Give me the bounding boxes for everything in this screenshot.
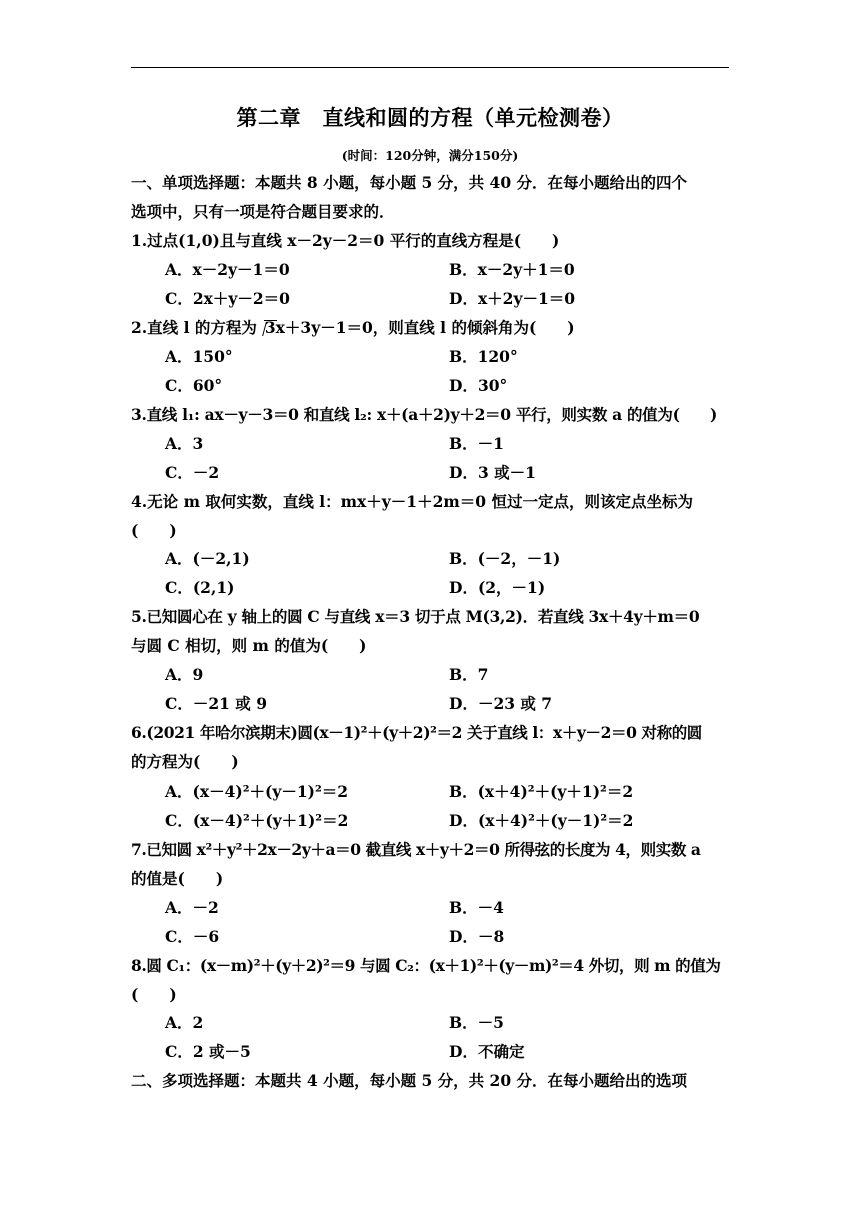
q6-stem-line2: 的方程为( ) [131, 752, 239, 771]
q1-option-c: C．2x＋y－2＝0 [165, 289, 290, 308]
page-title: 第二章 直线和圆的方程（单元检测卷） [236, 105, 624, 130]
q2-option-d: D．30° [449, 376, 508, 395]
q2-stem-pre: 2.直线 l 的方程为 [131, 318, 257, 337]
header-rule [131, 67, 729, 68]
q6-option-c: C．(x－4)²＋(y＋1)²＝2 [165, 811, 349, 830]
q4-option-c: C．(2,1) [165, 578, 235, 597]
q2-stem [131, 318, 731, 338]
q6-option-a: A．(x－4)²＋(y－1)²＝2 [165, 782, 349, 801]
section1-intro-line1: 一、单项选择题：本题共 8 小题，每小题 5 分，共 40 分．在每小题给出的四个 [131, 173, 688, 192]
q5-option-b: B．7 [449, 665, 489, 684]
q8-stem-line2: ( ) [131, 985, 177, 1004]
q1-stem: 1.过点(1,0)且与直线 x－2y－2＝0 平行的直线方程是( ) [131, 231, 560, 250]
q3-option-c: C．－2 [165, 463, 220, 482]
q7-stem-line2: 的值是( ) [131, 869, 224, 888]
q1-option-d: D．x＋2y－1＝0 [449, 289, 576, 308]
q5-stem-line2: 与圆 C 相切，则 m 的值为( ) [131, 636, 367, 655]
q8-stem-line1: 8.圆 C₁：(x－m)²＋(y＋2)²＝9 与圆 C₂：(x＋1)²＋(y－m)²＝4 外切，则 m 的值为 [131, 956, 721, 975]
q1-option-a: A．x－2y－1＝0 [165, 260, 290, 279]
q7-option-a: A．－2 [165, 898, 219, 917]
q7-option-c: C．－6 [165, 927, 220, 946]
q8-option-b: B．－5 [449, 1013, 504, 1032]
q5-option-a: A．9 [165, 665, 204, 684]
q8-option-a: A．2 [165, 1013, 204, 1032]
q6-stem-line1: 6.(2021 年哈尔滨期末)圆(x－1)²＋(y＋2)²＝2 关于直线 l：x＋y－2＝0 对称的圆 [131, 723, 702, 742]
q8-option-c: C．2 或－5 [165, 1042, 251, 1061]
q7-stem-line1: 7.已知圆 x²＋y²＋2x－2y＋a＝0 截直线 x＋y＋2＝0 所得弦的长度为 4，则实数 a [131, 840, 701, 859]
section2-intro-line1: 二、多项选择题：本题共 4 小题，每小题 5 分，共 20 分．在每小题给出的选项 [131, 1071, 688, 1090]
q4-option-d: D．(2，－1) [449, 578, 546, 597]
q3-option-d: D．3 或－1 [449, 463, 536, 482]
sqrt-symbol [257, 318, 276, 338]
q1-option-b: B．x－2y＋1＝0 [449, 260, 575, 279]
q5-stem-line1: 5.已知圆心在 y 轴上的圆 C 与直线 x＝3 切于点 M(3,2)．若直线 3x＋4y＋m＝0 [131, 607, 700, 626]
section1-intro-line2: 选项中，只有一项是符合题目要求的． [131, 202, 395, 221]
q6-option-d: D．(x＋4)²＋(y－1)²＝2 [449, 811, 634, 830]
q8-option-d: D．不确定 [449, 1042, 525, 1061]
q2-option-a: A．150° [165, 347, 233, 366]
q4-option-b: B．(－2，－1) [449, 549, 561, 568]
q3-option-a: A．3 [165, 434, 204, 453]
q2-stem-radicand: 3 [264, 318, 276, 337]
q5-option-d: D．－23 或 7 [449, 694, 553, 713]
q3-stem: 3.直线 l₁: ax－y－3＝0 和直线 l₂: x＋(a＋2)y＋2＝0 平行，则实数 a 的值为( ) [131, 405, 718, 424]
q4-stem-line2: ( ) [131, 521, 177, 540]
q6-option-b: B．(x＋4)²＋(y＋1)²＝2 [449, 782, 634, 801]
q7-option-d: D．－8 [449, 927, 505, 946]
q2-option-c: C．60° [165, 376, 223, 395]
q2-option-b: B．120° [449, 347, 518, 366]
page-subtitle: (时间：120分钟，满分150分) [341, 148, 519, 163]
q2-stem-post: x＋3y－1＝0，则直线 l 的倾斜角为( ) [275, 318, 575, 337]
q4-option-a: A．(－2,1) [165, 549, 250, 568]
q7-option-b: B．－4 [449, 898, 504, 917]
q3-option-b: B．－1 [449, 434, 504, 453]
q4-stem-line1: 4.无论 m 取何实数，直线 l：mx＋y－1＋2m＝0 恒过一定点，则该定点坐标为 [131, 492, 693, 511]
q5-option-c: C．－21 或 9 [165, 694, 267, 713]
